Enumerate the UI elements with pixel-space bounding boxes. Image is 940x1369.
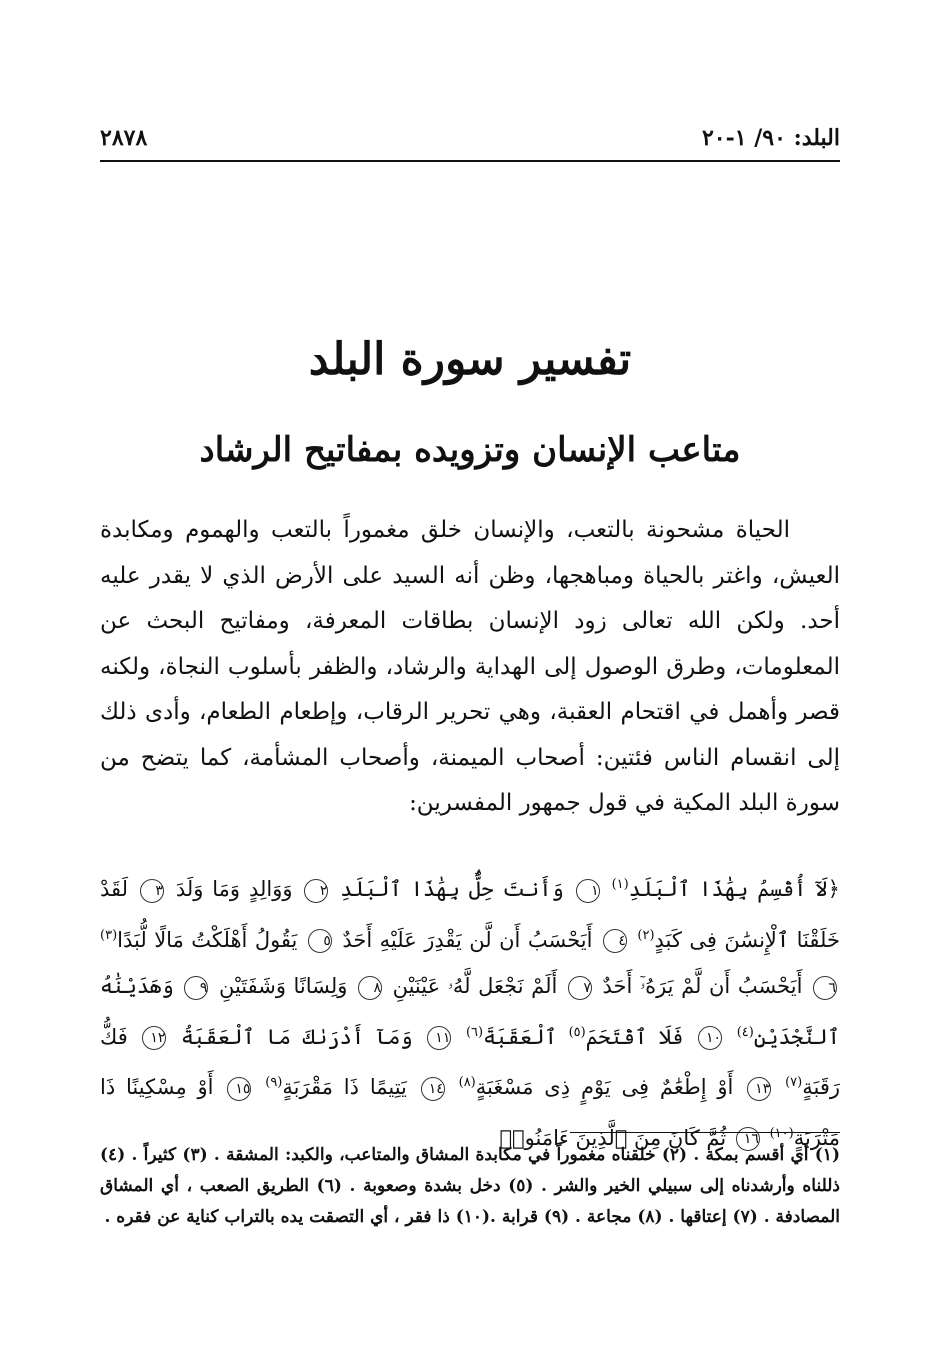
verse-number: ٧: [568, 976, 592, 1000]
verse-number: ٥: [308, 929, 332, 953]
verse-number: ١١: [427, 1026, 451, 1050]
verse-text: وَهَدَيْنَٰهُ ٱلنَّجْدَيْنِ: [100, 974, 840, 1049]
verse-text: يَتِيمًا ذَا مَقْرَبَةٍ: [282, 1075, 407, 1099]
verse-number: ٨: [358, 976, 382, 1000]
section-reference: البلد: ٩٠/ ١-٢٠: [701, 125, 840, 151]
verse-text: وَأَنتَ حِلٌّۢ بِهَٰذَا ٱلْبَلَدِ: [340, 877, 564, 901]
header-rule: [100, 160, 840, 162]
page-number: ٢٨٧٨: [100, 125, 148, 151]
footnote-marker: (٨): [458, 1075, 476, 1090]
verse-text: ٱلْعَقَبَةَ: [483, 1024, 557, 1049]
verse-open-bracket: ﴿: [827, 877, 840, 901]
verse-text: أَوْ مِسْكِينًا ذَا مَتْرَبَةٍ: [100, 1075, 840, 1150]
footnote-marker: (٣): [100, 927, 118, 943]
verse-number: ١٢: [142, 1026, 166, 1050]
verse-text: أَلَمْ نَجْعَل لَّهُۥ عَيْنَيْنِ: [392, 974, 558, 998]
verse-number: ١٦: [736, 1127, 760, 1151]
verse-text: فَكُّ رَقَبَةٍ: [100, 1024, 840, 1099]
verse-text: أَيَحْسَبُ أَن لَّن يَقْدِرَ عَلَيْهِ أَحَدٌ: [342, 927, 593, 952]
footnote-marker: (١): [611, 877, 629, 892]
verse-number: ٢: [304, 879, 328, 903]
verse-number: ١٣: [747, 1077, 771, 1101]
verse-text: ثُمَّ كَانَ مِنَ ٱلَّذِينَ ءَامَنُوا۟: [499, 1125, 727, 1150]
verse-number: ٤: [603, 929, 627, 953]
footnote-marker: (٤): [736, 1024, 754, 1040]
verse-text: أَوْ إِطْعَٰمٌ فِى يَوْمٍ ذِى مَسْغَبَةٍ: [475, 1075, 734, 1099]
running-header: [100, 118, 840, 158]
verse-number: ٣: [140, 879, 164, 903]
verse-text: لَآ أُقْسِمُ بِهَٰذَا ٱلْبَلَدِ: [628, 877, 828, 901]
verse-text: لَقَدْ خَلَقْنَا ٱلْإِنسَٰنَ فِى كَبَدٍ: [100, 877, 840, 952]
verse-text: فَلَا ٱقْتَحَمَ: [585, 1024, 684, 1049]
footnote-marker: (٧): [785, 1075, 803, 1090]
verse-number: ١٥: [227, 1077, 251, 1101]
footnote-rule: [570, 1132, 840, 1133]
surah-title: تفسير سورة البلد: [308, 334, 632, 385]
verse-number: ١٤: [421, 1077, 445, 1101]
quran-verses: [100, 862, 840, 1161]
verse-text: وَمَآ أَدْرَىٰكَ مَا ٱلْعَقَبَةُ: [181, 1024, 413, 1049]
verse-text: وَوَالِدٍ وَمَا وَلَدَ: [175, 877, 293, 901]
verse-number: ١٠: [698, 1026, 722, 1050]
footnote-marker: (٢): [637, 927, 655, 943]
verse-text: وَلِسَانًا وَشَفَتَيْنِ: [218, 974, 348, 998]
verse-text: أَيَحْسَبُ أَن لَّمْ يَرَهُۥٓ أَحَدٌ: [602, 974, 803, 998]
footnotes: (١) أي أقسم بمكة . (٢) خلقناه مغموراً في مكابدة المشاق والمتاعب، والكبد: المشقة . (٣) كثيراً . (٤) ذللناه وأرشدناه إلى سبيلي الخير والشر . (٥) دخل بشدة وصعوبة . (٦) الطريق الصعب ، أي المشاق المصادفة . (٧) إعتاقها . (٨) مجاعة . (٩) قرابة .(١٠) ذا فقر ، أي التصقت يده بالتراب كناية عن فقره .: [100, 1145, 840, 1227]
verse-number: ١: [576, 879, 600, 903]
footnote-marker: (٩): [265, 1075, 283, 1090]
section-subtitle: متاعب الإنسان وتزويده بمفاتيح الرشاد: [199, 430, 741, 470]
verse-text: يَقُولُ أَهْلَكْتُ مَالًا لُّبَدًا: [117, 927, 298, 952]
footnote-marker: (١٠): [769, 1125, 794, 1141]
footnote-marker: (٥): [568, 1024, 586, 1040]
verse-number: ٦: [813, 976, 837, 1000]
verse-number: ٩: [184, 976, 208, 1000]
footnote-marker: (٦): [465, 1024, 484, 1040]
intro-paragraph: الحياة مشحونة بالتعب، والإنسان خلق مغموراً بالتعب والهموم ومكابدة العيش، واغتر بالحياة ومباهجها، وظن أنه السيد على الأرض الذي لا يقدر عليه أحد. ولكن الله تعالى زود الإنسان بطاقات المعرفة، ومفاتيح البحث عن المعلومات، وطرق الوصول إلى الهداية والرشاد، والظفر بأسلوب النجاة، ولكنه قصر وأهمل في اقتحام العقبة، وهي تحرير الرقاب، وإطعام الطعام، وأدى ذلك إلى انقسام الناس فئتين: أصحاب الميمنة، وأصحاب المشأمة، كما يتضح من سورة البلد المكية في قول جمهور المفسرين:: [100, 517, 840, 816]
